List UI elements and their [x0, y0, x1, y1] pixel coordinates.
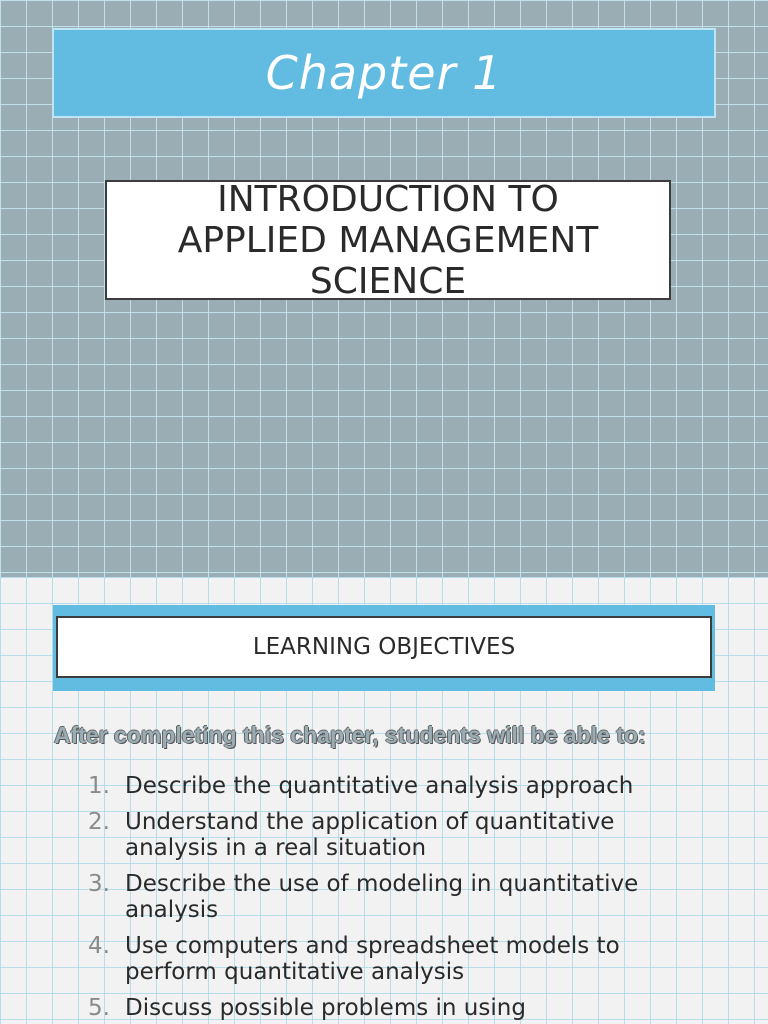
objective-item — [88, 809, 688, 861]
objectives-heading: LEARNING OBJECTIVES — [252, 634, 516, 660]
objective-text: Discuss possible problems in using — [125, 995, 526, 1021]
objective-text: Describe the use of modeling in quantitative analysis — [125, 871, 639, 923]
objectives-banner — [53, 605, 715, 691]
chapter-title: INTRODUCTION TO APPLIED MANAGEMENT SCIENCE — [177, 180, 599, 300]
objective-number: 1. — [88, 773, 110, 799]
chapter-banner — [52, 28, 716, 118]
slide-objectives — [0, 577, 768, 1024]
objectives-list — [88, 773, 688, 1024]
chapter-title-box — [105, 180, 671, 300]
objective-text: Understand the application of quantitative analysis in a real situation — [125, 809, 615, 861]
objectives-intro: After completing this chapter, students will be able to: — [54, 722, 646, 748]
objective-item — [88, 933, 688, 985]
objective-item — [88, 871, 688, 923]
objective-item — [88, 773, 688, 799]
objective-item — [88, 995, 688, 1021]
objective-text: Use computers and spreadsheet models to perform quantitative analysis — [125, 933, 620, 985]
objective-number: 3. — [88, 871, 110, 897]
objective-number: 2. — [88, 809, 110, 835]
objective-text: Describe the quantitative analysis approach — [125, 773, 634, 799]
objectives-heading-box — [56, 616, 712, 678]
objective-number: 4. — [88, 933, 110, 959]
chapter-label: Chapter 1 — [265, 46, 503, 100]
objective-number: 5. — [88, 995, 110, 1021]
